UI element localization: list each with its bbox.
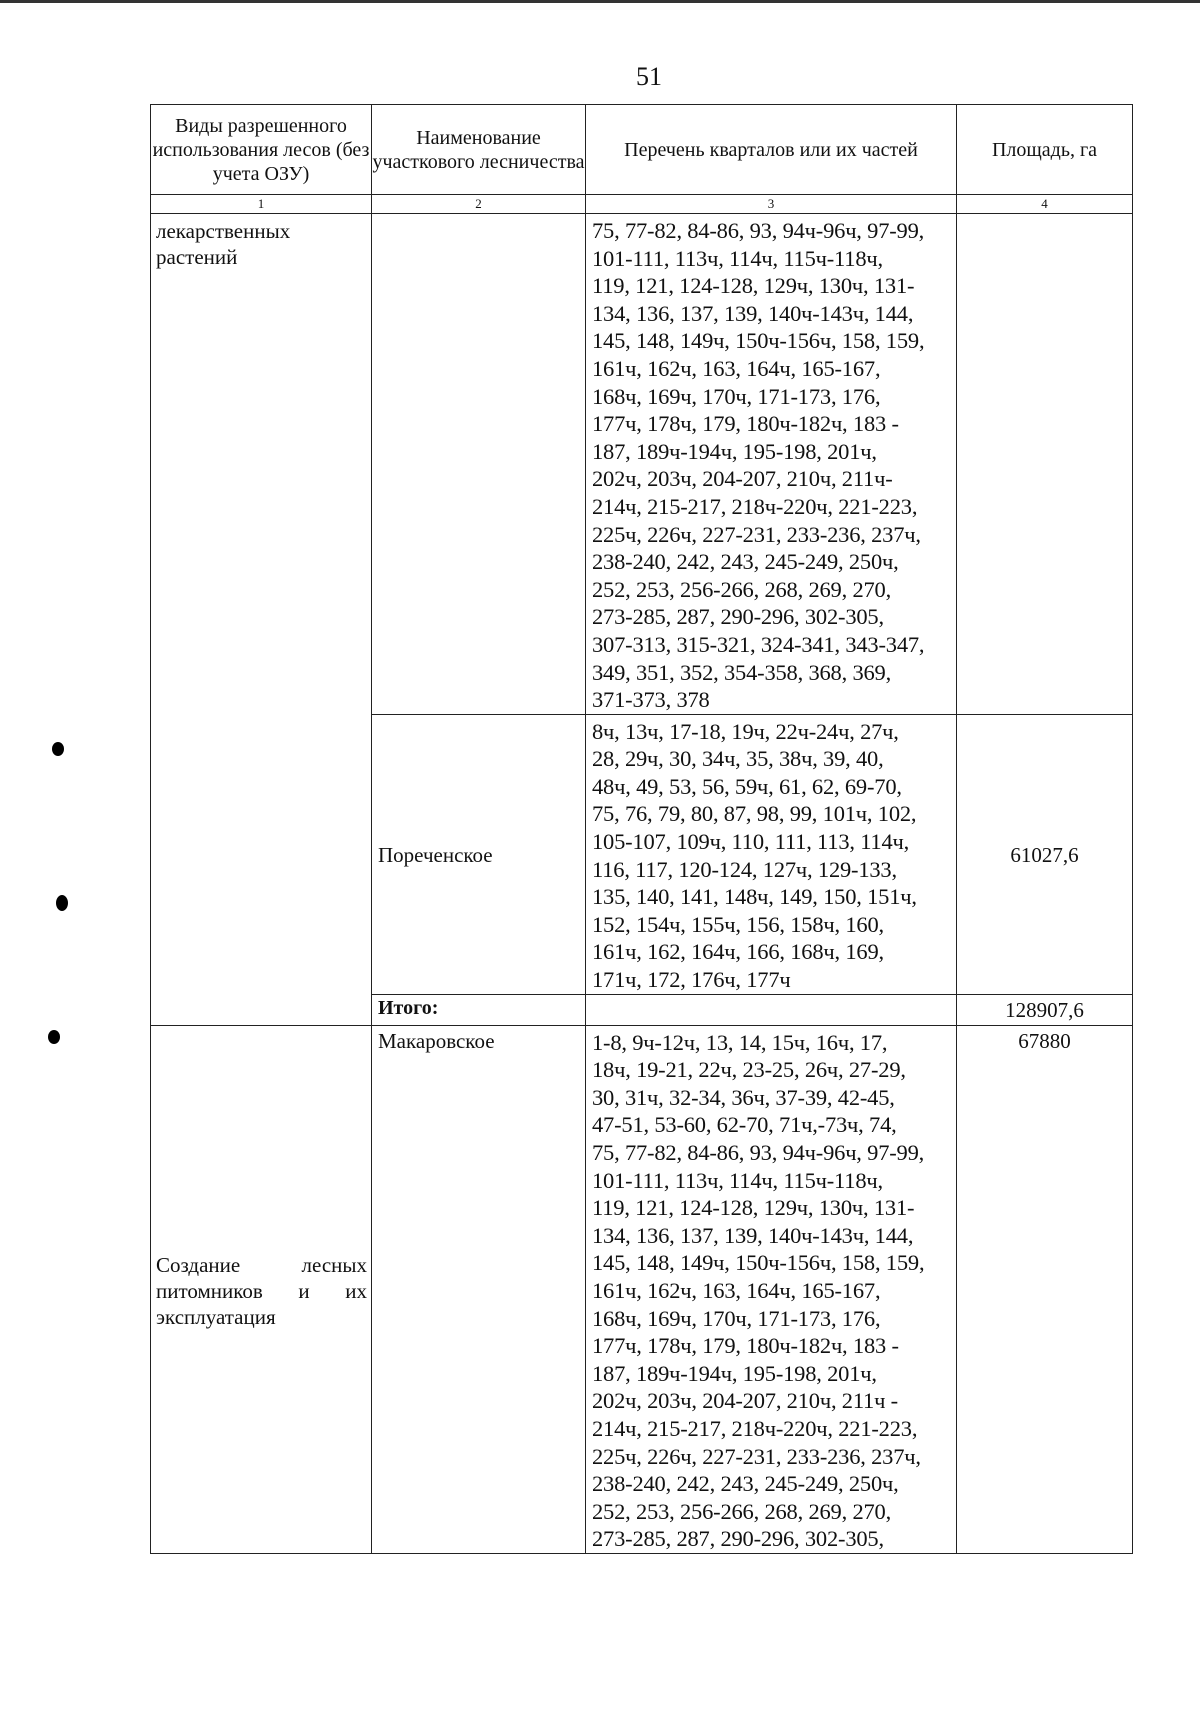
use-kind-cell	[151, 1025, 372, 1553]
use-kind-line: Создание лесных	[156, 1253, 367, 1278]
quarters-cell: 75, 77-82, 84-86, 93, 94ч-96ч, 97-99, 101-111, 113ч, 114ч, 115ч-118ч, 119, 121, 124-128, 129ч, 130ч, 131- 134, 136, 137, 139, 140ч-143ч, 144, 145, 148, 149ч, 150ч-156ч, 158, 159, 161ч, 162ч, 163, 164ч, 165-167, 168ч, 169ч, 170ч, 171-173, 176, 177ч, 178ч, 179, 180ч-182ч, 183 - 187, 189ч-194ч, 195-198, 201ч, 202ч, 203ч, 204-207, 210ч, 211ч- 214ч, 215-217, 218ч-220ч, 221-223, 225ч, 226ч, 227-231, 233-236, 237ч, 238-240, 242, 243, 245-249, 250ч, 252, 253, 256-266, 268, 269, 270, 273-285, 287, 290-296, 302-305, 307-313, 315-321, 324-341, 343-347, 349, 351, 352, 354-358, 368, 369, 371-373, 378	[586, 214, 957, 715]
use-kind-line: питомников и их	[156, 1279, 367, 1304]
column-number: 4	[957, 195, 1133, 214]
page-number: 51	[636, 62, 662, 91]
quarters-cell: 8ч, 13ч, 17-18, 19ч, 22ч-24ч, 27ч, 28, 29ч, 30, 34ч, 35, 38ч, 39, 40, 48ч, 49, 53, 56, 59ч, 61, 62, 69-70, 75, 76, 79, 80, 87, 98, 99, 101ч, 102, 105-107, 109ч, 110, 111, 113, 114ч, 116, 117, 120-124, 127ч, 129-133, 135, 140, 141, 148ч, 149, 150, 151ч, 152, 154ч, 155ч, 156, 158ч, 160, 161ч, 162, 164ч, 166, 168ч, 169, 171ч, 172, 176ч, 177ч	[586, 714, 957, 994]
quarters-cell: 1-8, 9ч-12ч, 13, 14, 15ч, 16ч, 17, 18ч, 19-21, 22ч, 23-25, 26ч, 27-29, 30, 31ч, 32-34, 36ч, 37-39, 42-45, 47-51, 53-60, 62-70, 71ч,-73ч, 74, 75, 77-82, 84-86, 93, 94ч-96ч, 97-99, 101-111, 113ч, 114ч, 115ч-118ч, 119, 121, 124-128, 129ч, 130ч, 131- 134, 136, 137, 139, 140ч-143ч, 144, 145, 148, 149ч, 150ч-156ч, 158, 159, 161ч, 162ч, 163, 164ч, 165-167, 168ч, 169ч, 170ч, 171-173, 176, 177ч, 178ч, 179, 180ч-182ч, 183 - 187, 189ч-194ч, 195-198, 201ч, 202ч, 203ч, 204-207, 210ч, 211ч - 214ч, 215-217, 218ч-220ч, 221-223, 225ч, 226ч, 227-231, 233-236, 237ч, 238-240, 242, 243, 245-249, 250ч, 252, 253, 256-266, 268, 269, 270, 273-285, 287, 290-296, 302-305,	[586, 1025, 957, 1553]
header-forestry: Наименование участкового лесничества	[372, 105, 586, 195]
column-number: 3	[586, 195, 957, 214]
header-quarters: Перечень кварталов или их частей	[586, 105, 957, 195]
column-number-row	[151, 195, 1133, 214]
area-cell: 67880	[957, 1025, 1133, 1553]
forestry-cell	[372, 214, 586, 715]
area-cell: 61027,6	[957, 714, 1133, 994]
use-kind-line: эксплуатация	[156, 1305, 276, 1330]
total-area: 128907,6	[957, 994, 1133, 1025]
header-use-kind: Виды разрешенного использования лесов (без учета ОЗУ)	[151, 105, 372, 195]
scan-speck	[56, 895, 68, 911]
use-kind-cell: лекарственных растений	[151, 214, 372, 1026]
table-row	[151, 214, 1133, 715]
area-cell	[957, 214, 1133, 715]
forestry-cell: Пореченское	[372, 714, 586, 994]
column-number: 1	[151, 195, 372, 214]
total-quarters-empty	[586, 994, 957, 1025]
forest-use-table	[150, 104, 1133, 1554]
forestry-cell: Макаровское	[372, 1025, 586, 1553]
header-row	[151, 105, 1133, 195]
scan-speck	[52, 742, 64, 756]
scan-speck	[48, 1030, 60, 1044]
column-number: 2	[372, 195, 586, 214]
total-label: Итого:	[372, 994, 586, 1025]
table-row	[151, 1025, 1133, 1553]
header-area: Площадь, га	[957, 105, 1133, 195]
scan-top-edge	[0, 0, 1200, 3]
